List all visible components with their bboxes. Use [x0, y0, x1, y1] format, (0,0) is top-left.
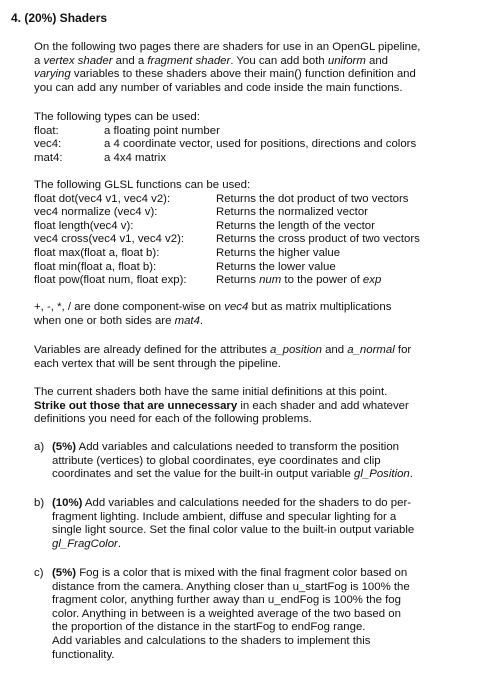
question-label: c)	[34, 567, 44, 579]
text: when one or both sides are	[34, 314, 175, 327]
function-desc: Returns the cross product of two vectors	[216, 233, 420, 246]
attrs-line-2: each vertex that will be sent through the pipeline.	[34, 357, 281, 370]
function-desc	[216, 274, 381, 288]
function-desc: Returns the lower value	[216, 260, 336, 273]
ops-line-2	[34, 315, 464, 329]
function-row	[34, 193, 464, 207]
q-line	[52, 497, 454, 511]
question-label: b)	[34, 497, 45, 509]
function-row	[34, 274, 464, 288]
exp-term: exp	[362, 274, 382, 287]
function-signature: float length(vec4 v):	[34, 219, 134, 232]
num-term: num	[259, 274, 282, 287]
type-desc: a 4 coordinate vector, used for positions, directions and colors	[104, 138, 417, 151]
vertex-shader-term: vertex shader	[43, 54, 113, 67]
text: and	[321, 344, 348, 356]
text: a	[34, 54, 44, 67]
function-signature: float max(float a, float b):	[34, 246, 160, 259]
function-desc: Returns the length of the vector	[216, 219, 375, 232]
gl-fragcolor-term: gl_FragColor	[52, 537, 118, 550]
uniform-term: uniform	[327, 54, 366, 67]
function-signature: vec4 cross(vec4 v1, vec4 v2):	[34, 233, 185, 246]
q-line	[52, 538, 454, 552]
function-desc: Returns the dot product of two vectors	[216, 192, 409, 205]
types-list	[34, 111, 464, 165]
text: .	[117, 537, 122, 550]
ops-line-1	[34, 301, 464, 315]
function-signature: vec4 normalize (vec4 v):	[34, 206, 158, 219]
q-line: Add variables and calculations to the shaders to implement this	[52, 634, 371, 647]
q-line: color. Anything in between is a weighted average of the two based on	[52, 607, 401, 620]
function-row	[34, 247, 464, 261]
text: .	[409, 468, 413, 481]
vec4-term: vec4	[224, 301, 249, 313]
q-line: fragment lighting. Include ambient, diffuse and specular lighting for a	[52, 510, 397, 523]
text: variables to these shaders above their main() function definition and	[70, 68, 416, 81]
function-signature: float dot(vec4 v1, vec4 v2):	[34, 192, 171, 205]
function-row	[34, 206, 464, 220]
q-line	[52, 441, 454, 455]
text: Returns	[216, 274, 260, 287]
function-desc: Returns the normalized vector	[216, 206, 368, 219]
q-line: fragment color, anything further away than u_endFog is 100% the fog	[52, 594, 401, 607]
type-desc: a 4x4 matrix	[104, 151, 167, 164]
q-line	[52, 468, 454, 482]
question-c	[34, 567, 454, 662]
text: and	[365, 54, 389, 67]
function-row	[34, 233, 464, 247]
current-shaders-paragraph	[34, 386, 464, 427]
question-weight: (5%)	[52, 441, 77, 453]
a-position-term: a_position	[269, 344, 322, 356]
current-line-2	[34, 400, 464, 414]
text: but as matrix multiplications	[248, 301, 392, 313]
text: +, -, *, / are done component-wise on	[34, 301, 225, 313]
operators-paragraph	[34, 301, 464, 328]
text: Add variables and calculations needed to transform the position	[76, 441, 399, 453]
gl-position-term: gl_Position	[354, 468, 410, 481]
type-row	[34, 138, 464, 152]
function-signature: float pow(float num, float exp):	[34, 274, 187, 287]
question-b	[34, 497, 454, 551]
q-line: functionality.	[52, 648, 115, 661]
intro-paragraph	[34, 41, 464, 95]
types-title: The following types can be used:	[34, 111, 200, 123]
question-weight: (5%)	[52, 567, 77, 579]
strike-out-instruction: Strike out those that are unnecessary	[34, 399, 238, 412]
text: Variables are already defined for the attributes	[34, 344, 270, 356]
question-heading: 4. (20%) Shaders	[11, 11, 108, 25]
question-label: a)	[34, 441, 45, 453]
fragment-shader-term: fragment shader	[147, 54, 231, 67]
function-signature: float min(float a, float b):	[34, 260, 157, 273]
current-line-3: definitions you need for each of the following problems.	[34, 413, 312, 426]
attrs-line-1	[34, 344, 464, 358]
functions-title: The following GLSL functions can be used:	[34, 179, 251, 191]
type-row	[34, 125, 464, 139]
text: to the power of	[281, 274, 363, 287]
current-line-1: The current shaders both have the same initial definitions at this point.	[34, 386, 388, 398]
intro-line-3	[34, 68, 464, 82]
q-line: single light source. Set the final color value to the built-in output variable	[52, 524, 415, 537]
type-name: mat4:	[34, 151, 63, 164]
intro-line-2	[34, 55, 464, 69]
text: Add variables and calculations needed for the shaders to do per-	[82, 497, 412, 509]
q-line: attribute (vertices) to global coordinates, eye coordinates and clip	[52, 454, 381, 467]
text: Fog is a color that is mixed with the final fragment color based on	[76, 567, 408, 579]
text: and a	[112, 54, 148, 67]
a-normal-term: a_normal	[347, 344, 395, 356]
q-line: the proportion of the distance in the startFog to endFog range.	[52, 621, 366, 634]
text: in each shader and add whatever	[237, 399, 409, 412]
function-row	[34, 261, 464, 275]
attributes-paragraph	[34, 344, 464, 371]
type-name: float:	[34, 124, 59, 137]
text: . You can add both	[230, 54, 328, 67]
function-row	[34, 220, 464, 234]
question-a	[34, 441, 454, 482]
type-row	[34, 152, 464, 166]
intro-line-4: you can add any number of variables and code inside the main functions.	[34, 81, 403, 94]
text: .	[199, 314, 204, 327]
varying-term: varying	[34, 68, 71, 81]
intro-line-1: On the following two pages there are shaders for use in an OpenGL pipeline,	[34, 41, 421, 53]
type-desc: a floating point number	[104, 124, 220, 137]
functions-list	[34, 179, 464, 288]
function-desc: Returns the higher value	[216, 246, 341, 259]
mat4-term: mat4	[174, 314, 200, 327]
text: coordinates and set the value for the built-in output variable	[52, 468, 355, 481]
text: for	[394, 344, 412, 356]
q-line	[52, 567, 454, 581]
q-line: distance from the camera. Anything closer than u_startFog is 100% the	[52, 580, 410, 593]
question-weight: (10%)	[52, 497, 83, 509]
type-name: vec4:	[34, 138, 62, 151]
